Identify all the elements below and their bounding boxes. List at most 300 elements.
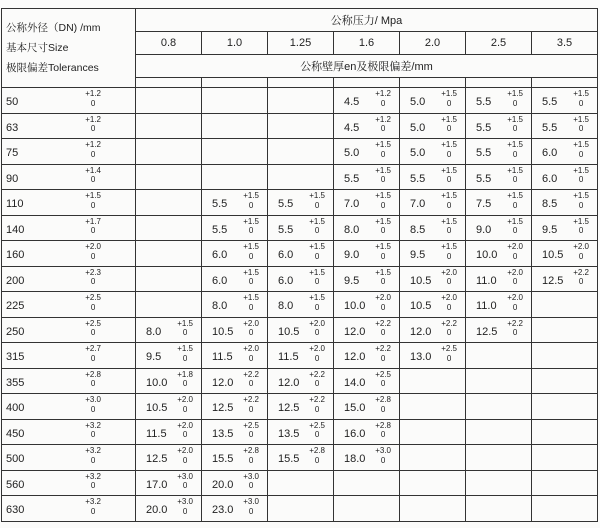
- tolerance: [573, 166, 589, 185]
- lower-tolerance: 0: [380, 430, 386, 439]
- wall-cell: [268, 215, 334, 241]
- tolerance: [375, 89, 391, 108]
- wall-thickness-value: 5.0: [410, 121, 426, 134]
- table-row: [2, 190, 598, 216]
- table-row: [2, 470, 598, 496]
- tolerance: [441, 115, 457, 134]
- lower-tolerance: 0: [90, 455, 96, 465]
- wall-thickness-value: 9.0: [476, 223, 492, 236]
- wall-thickness-value: 12.0: [278, 376, 300, 389]
- wall-cell: [202, 241, 268, 267]
- wall-cell: [400, 139, 466, 165]
- lower-tolerance: 0: [182, 328, 188, 337]
- wall-thickness-value: 11.0: [476, 300, 497, 313]
- tolerance: [507, 89, 523, 108]
- wall-cell: [400, 215, 466, 241]
- spacer-cell: [466, 78, 532, 88]
- wall-cell: [136, 470, 202, 496]
- dn-cell: [2, 164, 136, 190]
- dn-tolerance: [85, 166, 101, 185]
- upper-tolerance: +2.2: [375, 344, 391, 353]
- wall-cell: [400, 241, 466, 267]
- wall-cell: [466, 445, 532, 471]
- wall-thickness-value: 5.5: [542, 121, 558, 134]
- wall-cell: [400, 368, 466, 394]
- tolerance: [177, 421, 193, 440]
- spacer-cell: [202, 78, 268, 88]
- wall-cell: [466, 343, 532, 369]
- lower-tolerance: 0: [380, 200, 386, 210]
- wall-thickness-value: 11.5: [278, 351, 299, 364]
- upper-tolerance: +1.2: [85, 140, 101, 149]
- wall-thickness-value: 13.5: [278, 427, 300, 440]
- upper-tolerance: +2.0: [243, 344, 259, 353]
- upper-tolerance: +1.5: [441, 140, 457, 149]
- upper-tolerance: +3.2: [85, 446, 101, 455]
- wall-cell: [334, 113, 400, 139]
- dn-tolerance: [85, 217, 101, 236]
- wall-cell: [532, 241, 598, 267]
- lower-tolerance: 0: [446, 98, 452, 108]
- upper-tolerance: +1.2: [375, 89, 391, 98]
- lower-tolerance: 0: [446, 302, 452, 312]
- lower-tolerance: 0: [380, 328, 386, 337]
- tolerance: [441, 319, 457, 338]
- wall-cell: [532, 317, 598, 343]
- wall-cell: [202, 266, 268, 292]
- wall-cell: [136, 394, 202, 420]
- dn-tolerance: [85, 140, 101, 159]
- upper-tolerance: +1.8: [177, 369, 193, 379]
- tolerance: [441, 191, 457, 210]
- lower-tolerance: 0: [90, 175, 96, 184]
- upper-tolerance: +1.5: [507, 114, 523, 124]
- wall-cell: [400, 317, 466, 343]
- tolerance: [507, 166, 523, 185]
- upper-tolerance: +2.2: [309, 369, 325, 379]
- wall-thickness-value: 14.0: [344, 376, 366, 389]
- wall-cell: [400, 445, 466, 471]
- dn-tolerance: [85, 497, 101, 516]
- tolerance: [177, 344, 193, 363]
- wall-thickness-value: 9.0: [344, 249, 360, 262]
- wall-thickness-value: 18.0: [344, 453, 366, 466]
- wall-cell: [532, 368, 598, 394]
- lower-tolerance: 0: [446, 328, 452, 337]
- wall-cell: [400, 470, 466, 496]
- wall-thickness-value: 7.5: [476, 198, 492, 211]
- lower-tolerance: 0: [248, 226, 254, 235]
- lower-tolerance: 0: [248, 430, 254, 439]
- wall-cell: [202, 215, 268, 241]
- wall-cell: [466, 419, 532, 445]
- lower-tolerance: 0: [90, 302, 96, 312]
- tolerance: [243, 242, 259, 261]
- dn-value: 355: [6, 376, 25, 389]
- lower-tolerance: 0: [512, 226, 518, 235]
- wall-cell: [466, 190, 532, 216]
- lower-tolerance: 0: [446, 124, 452, 133]
- upper-tolerance: +1.5: [375, 140, 391, 149]
- tolerance: [441, 242, 457, 261]
- wall-cell: [202, 164, 268, 190]
- tolerance: [243, 217, 259, 236]
- dn-value: 75: [6, 147, 19, 160]
- tolerance: [309, 395, 325, 414]
- wall-thickness-value: 10.5: [410, 274, 432, 287]
- upper-tolerance: +2.8: [85, 369, 101, 379]
- table-row: [2, 215, 598, 241]
- dn-value: 225: [6, 300, 25, 313]
- wall-thickness-value: 10.5: [146, 402, 168, 415]
- upper-tolerance: +3.0: [243, 497, 259, 506]
- upper-tolerance: +2.0: [177, 395, 193, 404]
- upper-tolerance: +2.0: [177, 446, 193, 455]
- dn-value: 560: [6, 478, 25, 491]
- wall-thickness-value: 20.0: [146, 504, 168, 517]
- wall-cell: [268, 470, 334, 496]
- lower-tolerance: 0: [248, 277, 254, 286]
- dn-cell: [2, 113, 136, 139]
- tolerance: [309, 319, 325, 338]
- wall-thickness-value: 5.5: [278, 223, 294, 236]
- tolerance: [243, 446, 259, 465]
- wall-cell: [400, 164, 466, 190]
- upper-tolerance: +2.5: [243, 420, 259, 430]
- dn-tolerance: [85, 115, 101, 134]
- lower-tolerance: 0: [314, 455, 320, 465]
- upper-tolerance: +2.0: [507, 242, 523, 251]
- wall-cell: [334, 368, 400, 394]
- tolerance: [441, 166, 457, 185]
- wall-cell: [334, 139, 400, 165]
- wall-cell: [532, 164, 598, 190]
- wall-thickness-value: 11.5: [146, 427, 167, 440]
- dn-cell: [2, 343, 136, 369]
- wall-cell: [466, 241, 532, 267]
- wall-cell: [400, 394, 466, 420]
- wall-thickness-value: 6.0: [278, 249, 294, 262]
- upper-tolerance: +1.5: [441, 89, 457, 98]
- wall-cell: [400, 190, 466, 216]
- lower-tolerance: 0: [446, 200, 452, 210]
- upper-tolerance: +2.0: [441, 293, 457, 302]
- upper-tolerance: +2.5: [375, 369, 391, 379]
- dn-value: 315: [6, 351, 25, 364]
- upper-tolerance: +2.0: [309, 318, 325, 328]
- lower-tolerance: 0: [512, 124, 518, 133]
- dn-tolerance: [85, 395, 101, 414]
- lower-tolerance: 0: [314, 379, 320, 388]
- wall-thickness-value: 9.5: [410, 249, 426, 262]
- lower-tolerance: 0: [512, 200, 518, 210]
- wall-cell: [268, 343, 334, 369]
- wall-cell: [400, 113, 466, 139]
- tolerance: [573, 268, 589, 287]
- dn-label: 公称外径（DN) /mm: [6, 22, 101, 34]
- lower-tolerance: 0: [380, 379, 386, 388]
- table-row: [2, 343, 598, 369]
- upper-tolerance: +1.5: [309, 242, 325, 251]
- upper-tolerance: +1.5: [243, 191, 259, 200]
- tolerance: [507, 268, 523, 287]
- wall-thickness-value: 5.5: [344, 172, 360, 185]
- pressure-col-4: 2.0: [400, 32, 466, 55]
- wall-cell: [202, 139, 268, 165]
- dn-cell: [2, 266, 136, 292]
- wall-cell: [334, 419, 400, 445]
- wall-cell: [466, 292, 532, 318]
- wall-cell: [202, 470, 268, 496]
- tolerance: [441, 217, 457, 236]
- tolerance: [375, 217, 391, 236]
- tolerance: [573, 89, 589, 108]
- dn-value: 630: [6, 504, 25, 517]
- wall-thickness-value: 6.0: [542, 172, 558, 185]
- wall-thickness-value: 10.0: [476, 249, 498, 262]
- upper-tolerance: +1.5: [441, 114, 457, 124]
- lower-tolerance: 0: [578, 98, 584, 108]
- wall-thickness-value: 10.5: [410, 300, 432, 313]
- lower-tolerance: 0: [90, 277, 96, 286]
- tolerance: [177, 319, 193, 338]
- lower-tolerance: 0: [314, 328, 320, 337]
- lower-tolerance: 0: [314, 404, 320, 414]
- dn-tolerance: [85, 268, 101, 287]
- lower-tolerance: 0: [314, 430, 320, 439]
- wall-thickness-value: 12.5: [212, 402, 234, 415]
- lower-tolerance: 0: [578, 200, 584, 210]
- table-row: [2, 292, 598, 318]
- lower-tolerance: 0: [90, 353, 96, 363]
- wall-cell: [466, 215, 532, 241]
- upper-tolerance: +3.0: [177, 471, 193, 481]
- wall-cell: [466, 496, 532, 522]
- wall-cell: [334, 266, 400, 292]
- wall-thickness-value: 5.5: [476, 121, 492, 134]
- wall-cell: [136, 241, 202, 267]
- tolerance: [243, 370, 259, 389]
- wall-cell: [466, 394, 532, 420]
- wall-thickness-value: 13.0: [410, 351, 432, 364]
- upper-tolerance: +2.8: [309, 446, 325, 455]
- upper-tolerance: +1.5: [573, 140, 589, 149]
- wall-cell: [334, 88, 400, 114]
- dn-cell: [2, 445, 136, 471]
- dn-tolerance: [85, 446, 101, 465]
- lower-tolerance: 0: [512, 328, 518, 337]
- dn-tolerance: [85, 344, 101, 363]
- lower-tolerance: 0: [182, 353, 188, 363]
- table-row: [2, 496, 598, 522]
- lower-tolerance: 0: [90, 251, 96, 261]
- upper-tolerance: +1.5: [309, 267, 325, 277]
- upper-tolerance: +1.5: [177, 318, 193, 328]
- wall-cell: [268, 241, 334, 267]
- tolerance: [243, 497, 259, 516]
- pressure-col-6: 3.5: [532, 32, 598, 55]
- upper-tolerance: +2.3: [85, 267, 101, 277]
- wall-thickness-value: 9.5: [146, 351, 162, 364]
- lower-tolerance: 0: [314, 200, 320, 210]
- upper-tolerance: +2.2: [573, 267, 589, 277]
- upper-tolerance: +1.5: [375, 267, 391, 277]
- lower-tolerance: 0: [380, 175, 386, 184]
- table-row: [2, 164, 598, 190]
- tolerance: [375, 344, 391, 363]
- wall-thickness-value: 10.5: [542, 249, 564, 262]
- upper-tolerance: +3.2: [85, 497, 101, 506]
- lower-tolerance: 0: [90, 404, 96, 414]
- wall-cell: [334, 241, 400, 267]
- wall-cell: [202, 190, 268, 216]
- wall-cell: [466, 470, 532, 496]
- tolerance: [573, 140, 589, 159]
- table-row: [2, 113, 598, 139]
- upper-tolerance: +1.5: [243, 242, 259, 251]
- wall-cell: [136, 113, 202, 139]
- upper-tolerance: +1.2: [85, 114, 101, 124]
- upper-tolerance: +1.5: [573, 114, 589, 124]
- upper-tolerance: +1.5: [243, 267, 259, 277]
- wall-thickness-value: 13.5: [212, 427, 234, 440]
- upper-tolerance: +2.0: [441, 267, 457, 277]
- wall-cell: [532, 190, 598, 216]
- wall-cell: [136, 343, 202, 369]
- upper-tolerance: +2.0: [85, 242, 101, 251]
- wall-cell: [532, 419, 598, 445]
- upper-tolerance: +1.5: [309, 293, 325, 302]
- upper-tolerance: +1.5: [573, 216, 589, 226]
- tolerance-label: 极限偏差Tolerances: [6, 62, 99, 74]
- lower-tolerance: 0: [380, 98, 386, 108]
- lower-tolerance: 0: [512, 277, 518, 286]
- wall-thickness-value: 8.5: [410, 223, 426, 236]
- wall-thickness-value: 12.0: [410, 325, 432, 338]
- wall-cell: [466, 368, 532, 394]
- wall-thickness-value: 5.0: [344, 147, 360, 160]
- wall-cell: [136, 317, 202, 343]
- upper-tolerance: +2.2: [507, 318, 523, 328]
- upper-tolerance: +1.5: [375, 191, 391, 200]
- tolerance: [243, 268, 259, 287]
- upper-tolerance: +2.8: [375, 420, 391, 430]
- wall-cell: [202, 317, 268, 343]
- dn-value: 140: [6, 223, 25, 236]
- dn-cell: [2, 368, 136, 394]
- wall-cell: [136, 292, 202, 318]
- dn-tolerance: [85, 472, 101, 491]
- wall-thickness-value: 12.5: [476, 325, 498, 338]
- wall-thickness-value: 8.0: [278, 300, 294, 313]
- wall-cell: [466, 164, 532, 190]
- wall-cell: [202, 343, 268, 369]
- upper-tolerance: +2.0: [573, 242, 589, 251]
- wall-cell: [532, 445, 598, 471]
- wall-thickness-value: 12.0: [212, 376, 234, 389]
- tolerance: [507, 293, 523, 312]
- lower-tolerance: 0: [446, 226, 452, 235]
- upper-tolerance: +3.0: [85, 395, 101, 404]
- lower-tolerance: 0: [380, 226, 386, 235]
- tolerance: [177, 446, 193, 465]
- wall-cell: [466, 317, 532, 343]
- dn-value: 63: [6, 121, 19, 134]
- pressure-col-1: 1.0: [202, 32, 268, 55]
- lower-tolerance: 0: [314, 302, 320, 312]
- table-row: [2, 241, 598, 267]
- upper-tolerance: +2.5: [85, 318, 101, 328]
- tolerance: [507, 191, 523, 210]
- upper-tolerance: +1.5: [573, 165, 589, 175]
- wall-thickness-value: 5.5: [476, 147, 492, 160]
- lower-tolerance: 0: [314, 277, 320, 286]
- upper-tolerance: +1.5: [85, 191, 101, 200]
- lower-tolerance: 0: [90, 481, 96, 490]
- lower-tolerance: 0: [248, 251, 254, 261]
- wall-thickness-value: 11.5: [212, 351, 233, 364]
- lower-tolerance: 0: [380, 149, 386, 159]
- lower-tolerance: 0: [380, 302, 386, 312]
- dn-cell: [2, 190, 136, 216]
- wall-thickness-header: 公称壁厚en及极限偏差/mm: [136, 55, 598, 78]
- tolerance: [177, 370, 193, 389]
- lower-tolerance: 0: [248, 353, 254, 363]
- tolerance: [309, 242, 325, 261]
- lower-tolerance: 0: [182, 430, 188, 439]
- table-row: [2, 445, 598, 471]
- upper-tolerance: +2.5: [441, 344, 457, 353]
- wall-cell: [268, 292, 334, 318]
- wall-cell: [136, 368, 202, 394]
- lower-tolerance: 0: [90, 379, 96, 388]
- spacer-cell: [400, 78, 466, 88]
- upper-tolerance: +3.0: [243, 471, 259, 481]
- tolerance: [573, 191, 589, 210]
- wall-cell: [268, 445, 334, 471]
- lower-tolerance: 0: [182, 455, 188, 465]
- wall-cell: [268, 113, 334, 139]
- wall-cell: [400, 266, 466, 292]
- table-row: [2, 317, 598, 343]
- wall-cell: [202, 496, 268, 522]
- lower-tolerance: 0: [314, 251, 320, 261]
- wall-thickness-value: 5.5: [542, 96, 558, 109]
- wall-thickness-value: 9.5: [542, 223, 558, 236]
- lower-tolerance: 0: [446, 353, 452, 363]
- tolerance: [507, 140, 523, 159]
- lower-tolerance: 0: [380, 251, 386, 261]
- lower-tolerance: 0: [512, 175, 518, 184]
- wall-thickness-value: 10.5: [212, 325, 234, 338]
- wall-cell: [334, 292, 400, 318]
- lower-tolerance: 0: [90, 328, 96, 337]
- wall-thickness-value: 5.0: [410, 96, 426, 109]
- wall-cell: [400, 292, 466, 318]
- lower-tolerance: 0: [578, 251, 584, 261]
- lower-tolerance: 0: [90, 430, 96, 439]
- tolerance: [309, 370, 325, 389]
- upper-tolerance: +2.2: [243, 369, 259, 379]
- wall-cell: [466, 88, 532, 114]
- wall-cell: [532, 394, 598, 420]
- upper-tolerance: +2.0: [177, 420, 193, 430]
- wall-thickness-value: 10.0: [344, 300, 366, 313]
- upper-tolerance: +1.5: [177, 344, 193, 353]
- wall-cell: [334, 496, 400, 522]
- wall-cell: [400, 496, 466, 522]
- wall-thickness-value: 6.0: [212, 249, 228, 262]
